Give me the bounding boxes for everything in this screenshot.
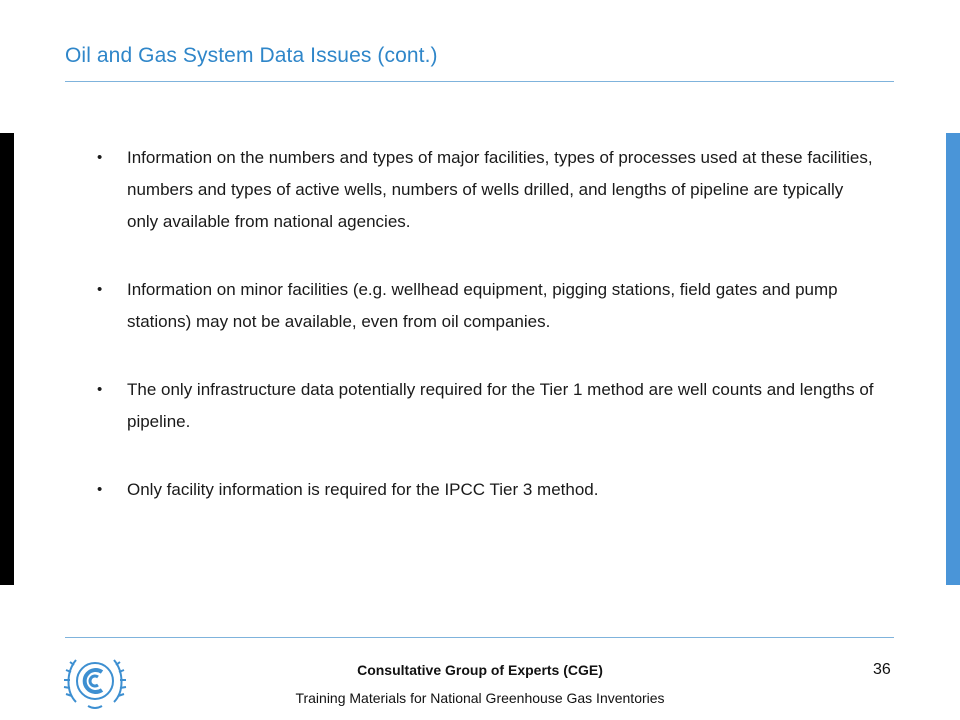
left-accent-bar — [0, 133, 14, 585]
bullet-marker: • — [97, 149, 103, 166]
bullet-item — [97, 142, 877, 238]
bullet-text: Information on the numbers and types of major facilities, types of processes used at these facilities, numbers and types of active wells, numbers of wells drilled, and lengths of pipeline are typically only available from national agencies. — [127, 148, 873, 231]
bullet-item — [97, 474, 877, 506]
slide-title: Oil and Gas System Data Issues (cont.) — [65, 44, 438, 67]
bullet-marker: • — [97, 381, 103, 398]
footer-subtitle: Training Materials for National Greenhouse Gas Inventories — [295, 690, 665, 706]
footer-title: Consultative Group of Experts (CGE) — [357, 662, 603, 678]
bullet-item — [97, 274, 877, 338]
footer-divider — [65, 637, 894, 638]
page-number: 36 — [873, 661, 891, 678]
bullet-item — [97, 374, 877, 438]
bullet-text: The only infrastructure data potentially required for the Tier 1 method are well counts and lengths of pipeline. — [127, 380, 874, 431]
bullet-marker: • — [97, 481, 103, 498]
bullet-list — [97, 142, 877, 542]
bullet-marker: • — [97, 281, 103, 298]
bullet-text: Information on minor facilities (e.g. wellhead equipment, pigging stations, field gates and pump stations) may not be available, even from oil companies. — [127, 280, 838, 331]
right-accent-bar — [946, 133, 960, 585]
bullet-text: Only facility information is required for the IPCC Tier 3 method. — [127, 480, 599, 499]
title-divider — [65, 81, 894, 82]
